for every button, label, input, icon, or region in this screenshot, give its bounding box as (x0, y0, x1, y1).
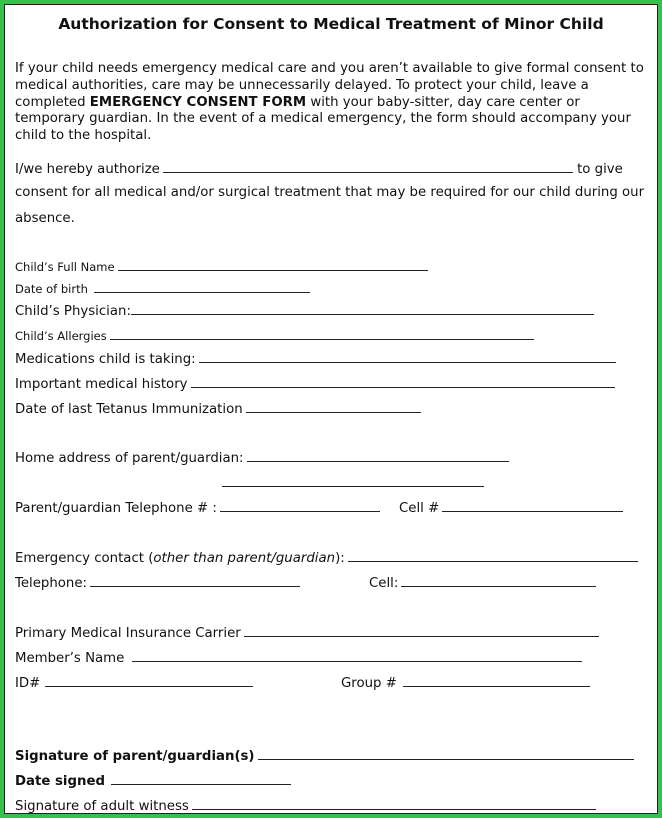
date-signed-field[interactable] (111, 772, 291, 785)
emergency-cell-field[interactable] (401, 574, 596, 587)
authorize-suffix: to give (577, 162, 623, 177)
emergency-phone-label: Telephone: (15, 576, 88, 591)
parent-signature-field[interactable] (258, 747, 634, 760)
date-signed-label: Date signed (15, 774, 106, 789)
parent-cell-field[interactable] (442, 499, 623, 512)
emergency-contact-row (15, 549, 638, 566)
intro-paragraph (15, 61, 651, 145)
emergency-label-prefix: Emergency contact ( (15, 551, 154, 566)
parent-phone-field[interactable] (220, 499, 380, 512)
child-name-label: Child’s Full Name (15, 260, 115, 274)
physician-field[interactable] (131, 302, 594, 315)
consent-line-2: consent for all medical and/or surgical treatment that may be required for our child during our (15, 185, 645, 200)
parent-signature-label: Signature of parent/guardian(s) (15, 749, 255, 764)
form-title: Authorization for Consent to Medical Treatment of Minor Child (58, 15, 604, 33)
id-label: ID# (15, 676, 41, 691)
parent-cell-row (399, 499, 623, 516)
group-field[interactable] (403, 674, 590, 687)
child-name-row (15, 258, 428, 274)
witness-signature-field[interactable] (192, 797, 596, 810)
id-field[interactable] (45, 674, 253, 687)
authorized-person-field[interactable] (163, 160, 573, 173)
witness-label: Signature of adult witness (15, 799, 189, 814)
intro-text-2: with your baby-sitter, day care center or temporary guardian. In the event of a medical emergency, the form should accompany your child to the hospital. (15, 94, 631, 144)
consent-line-3: absence. (15, 211, 75, 226)
authorize-label: I/we hereby authorize (15, 162, 160, 177)
carrier-field[interactable] (244, 624, 599, 637)
parent-phone-label: Parent/guardian Telephone # : (15, 501, 217, 516)
history-label: Important medical history (15, 377, 188, 392)
medications-row (15, 350, 616, 367)
member-row (15, 649, 582, 666)
emergency-label-italic: other than parent/guardian (153, 551, 336, 566)
emergency-phone-field[interactable] (90, 574, 300, 587)
tetanus-label: Date of last Tetanus Immunization (15, 402, 243, 417)
medications-label: Medications child is taking: (15, 352, 196, 367)
group-label: Group # (341, 676, 397, 691)
tetanus-field[interactable] (246, 400, 421, 413)
intro-form-name: EMERGENCY CONSENT FORM (89, 94, 307, 110)
physician-label: Child’s Physician: (15, 304, 131, 319)
emergency-phone-row (15, 574, 300, 591)
emergency-label-suffix: ): (335, 551, 345, 566)
parent-cell-label: Cell # (399, 501, 440, 516)
allergies-label: Child’s Allergies (15, 329, 107, 343)
child-name-field[interactable] (118, 258, 428, 271)
tetanus-row (15, 400, 421, 417)
address-row (15, 449, 509, 466)
emergency-cell-label: Cell: (369, 576, 399, 591)
carrier-row (15, 624, 599, 641)
date-signed-row (15, 772, 291, 789)
parent-phone-row (15, 499, 380, 516)
authorize-row (15, 160, 623, 177)
intro-text-1: If your child needs emergency medical care and you aren’t available to give formal consent to medical authorities, care may be unnecessarily delayed. To protect your child, leave a completed (15, 61, 644, 110)
member-field[interactable] (132, 649, 582, 662)
dob-label: Date of birth (15, 282, 88, 296)
dob-row (15, 280, 310, 296)
medications-field[interactable] (199, 350, 616, 363)
id-row (15, 674, 253, 691)
dob-field[interactable] (94, 280, 310, 293)
history-row (15, 375, 615, 392)
allergies-row (15, 327, 534, 343)
group-row (341, 674, 590, 691)
emergency-contact-field[interactable] (348, 549, 638, 562)
parent-signature-row (15, 747, 634, 764)
witness-row (15, 797, 596, 814)
allergies-field[interactable] (110, 327, 534, 340)
address-label: Home address of parent/guardian: (15, 451, 244, 466)
address-field[interactable] (247, 449, 509, 462)
history-field[interactable] (191, 375, 615, 388)
emergency-cell-row (369, 574, 596, 591)
physician-row (15, 302, 594, 319)
address-field-line-2[interactable] (222, 486, 484, 487)
carrier-label: Primary Medical Insurance Carrier (15, 626, 241, 641)
member-label: Member’s Name (15, 651, 125, 666)
